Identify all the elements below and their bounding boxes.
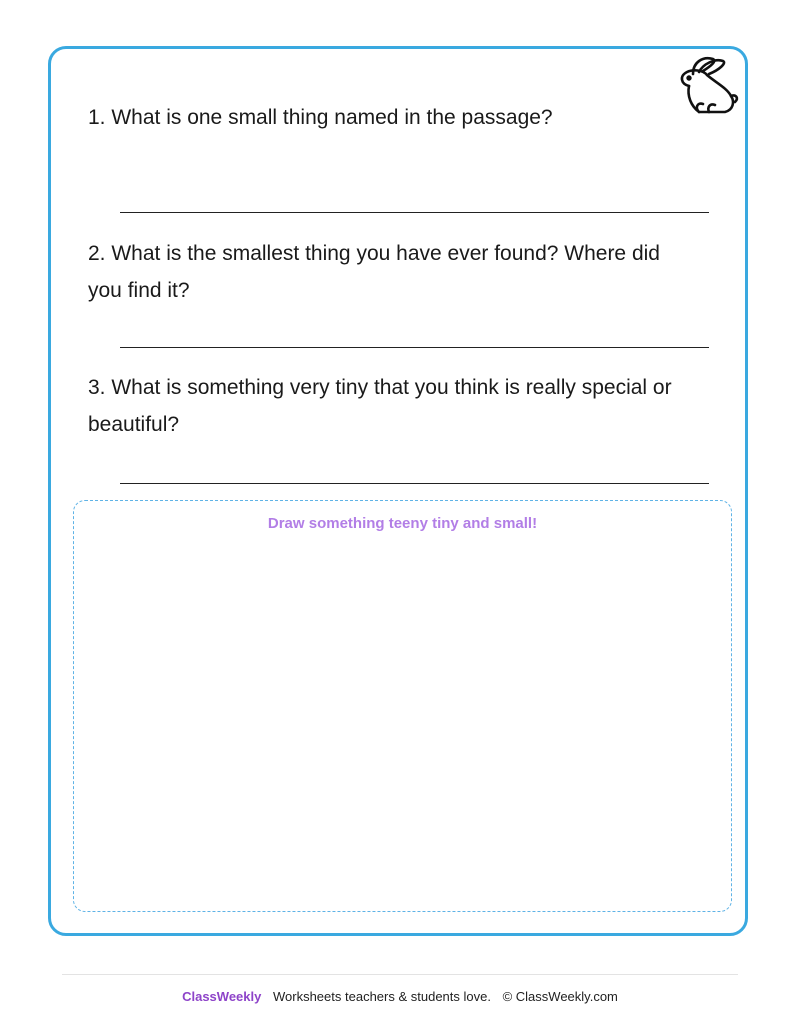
footer-divider <box>62 974 738 975</box>
question-2: 2. What is the smallest thing you have ever found? Where did you find it? <box>88 242 660 302</box>
footer-tagline: Worksheets teachers & students love. <box>272 989 491 1004</box>
drawing-box[interactable] <box>73 500 732 912</box>
footer-brand: ClassWeekly <box>182 989 262 1004</box>
drawing-prompt: Draw something teeny tiny and small! <box>267 515 538 532</box>
footer-copyright: © ClassWeekly.com <box>502 989 618 1004</box>
question-1: 1. What is one small thing named in the passage? <box>88 106 553 129</box>
answer-line-3[interactable] <box>120 483 709 484</box>
answer-line-1[interactable] <box>120 212 709 213</box>
footer <box>0 989 800 1004</box>
question-3: 3. What is something very tiny that you think is really special or beautiful? <box>88 376 672 436</box>
answer-line-2[interactable] <box>120 347 709 348</box>
